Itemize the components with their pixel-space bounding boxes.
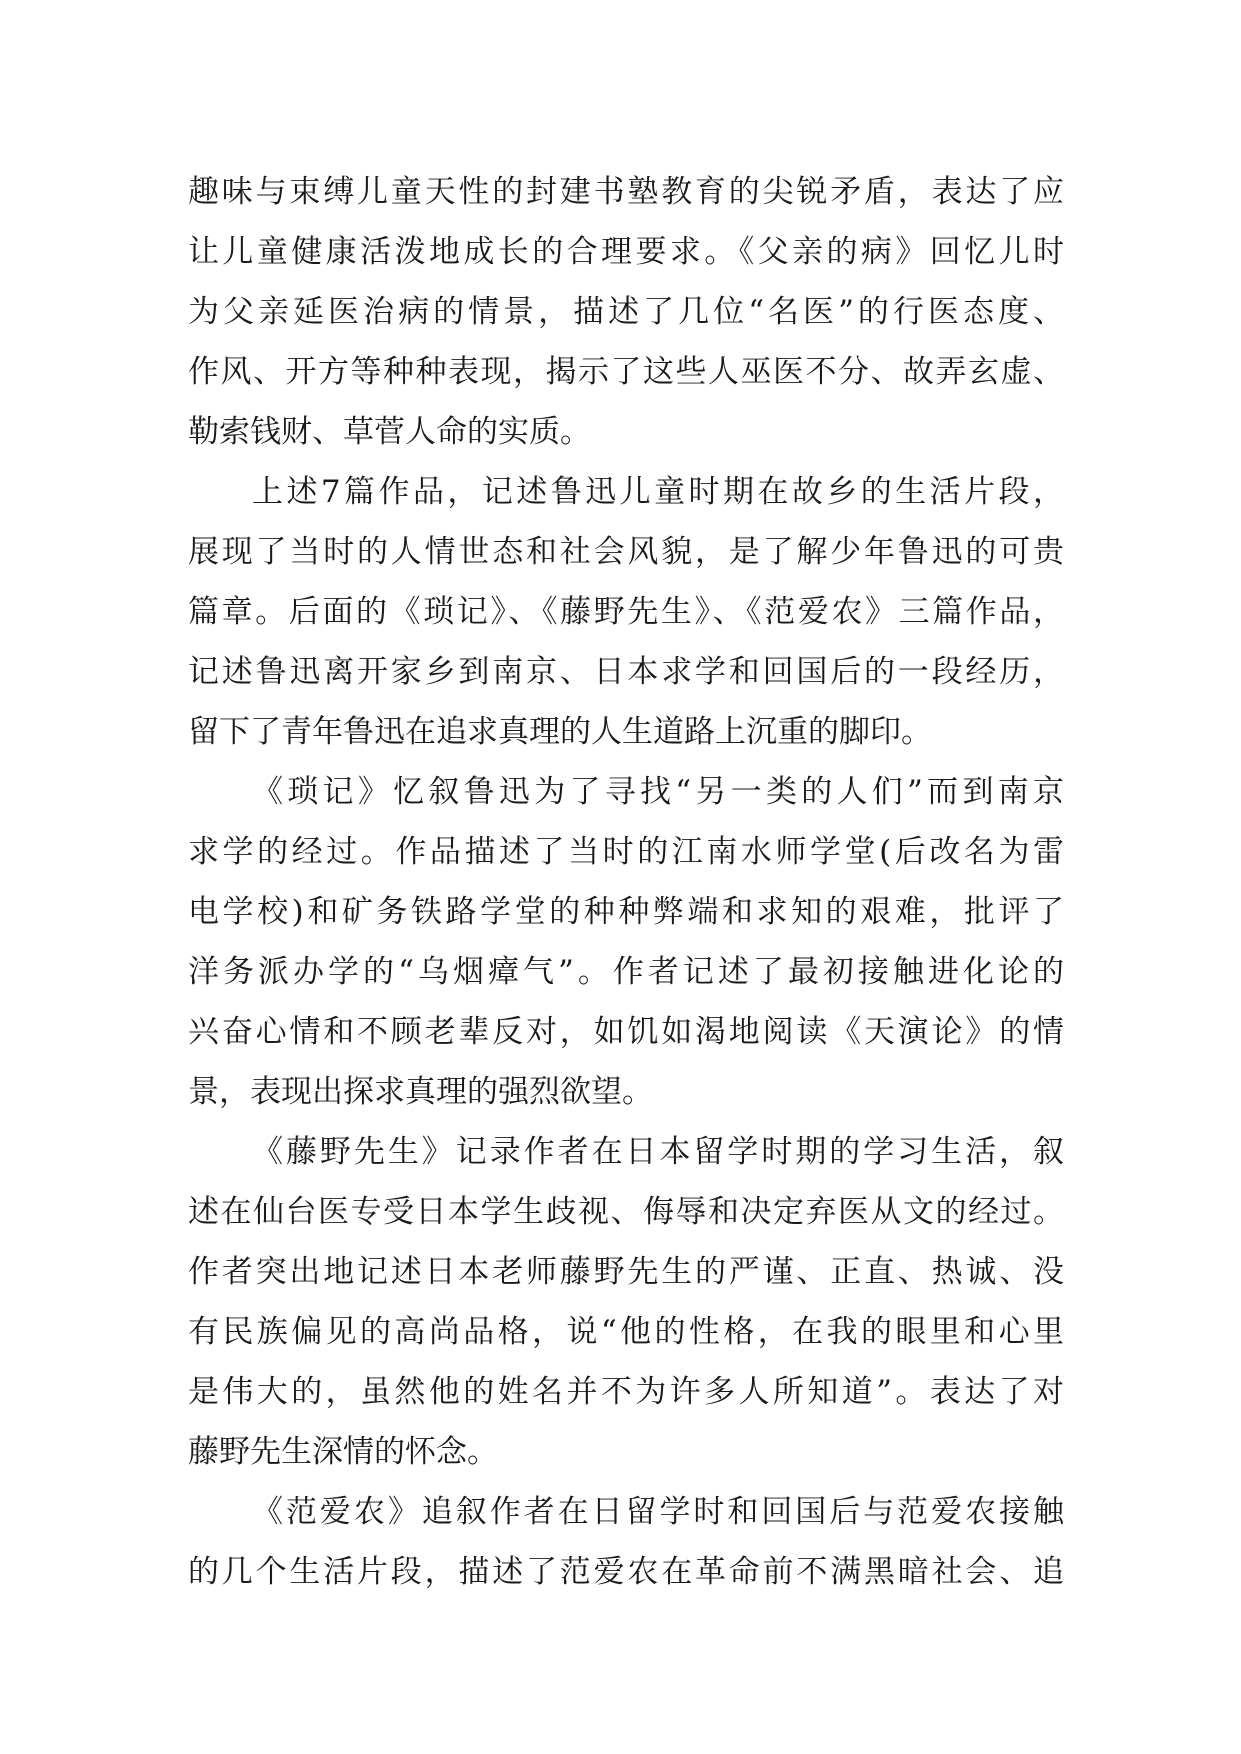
text-line: 留下了青年鲁迅在追求真理的人生道路上沉重的脚印。 [188, 714, 932, 750]
text-line: 《藤野先生》记录作者在日本留学时期的学习生活，叙 [252, 1134, 1064, 1170]
text-line: 《范爱农》追叙作者在日留学时和回国后与范爱农接触 [252, 1494, 1064, 1530]
text-line: 趣味与束缚儿童天性的封建书塾教育的尖锐矛盾，表达了应 [188, 174, 1064, 210]
text-line: 记述鲁迅离开家乡到南京、日本求学和回国后的一段经历， [188, 654, 1064, 690]
text-line: 上述7篇作品，记述鲁迅儿童时期在故乡的生活片段， [252, 474, 1064, 510]
text-line: 展现了当时的人情世态和社会风貌，是了解少年鲁迅的可贵 [188, 534, 1064, 570]
text-line: 的几个生活片段，描述了范爱农在革命前不满黑暗社会、追 [188, 1554, 1064, 1590]
text-line: 为父亲延医治病的情景，描述了几位“名医”的行医态度、 [188, 294, 1064, 330]
text-line: 洋务派办学的“乌烟瘴气”。作者记述了最初接触进化论的 [188, 954, 1064, 990]
text-line: 勒索钱财、草菅人命的实质。 [188, 414, 591, 450]
text-line: 有民族偏见的高尚品格，说“他的性格，在我的眼里和心里 [188, 1314, 1064, 1350]
text-line: 让儿童健康活泼地成长的合理要求。《父亲的病》回忆儿时 [188, 234, 1064, 270]
text-line: 景，表现出探求真理的强烈欲望。 [188, 1074, 653, 1110]
text-line: 作者突出地记述日本老师藤野先生的严谨、正直、热诚、没 [188, 1254, 1064, 1290]
text-line: 述在仙台医专受日本学生歧视、侮辱和决定弃医从文的经过。 [188, 1194, 1064, 1230]
text-line: 藤野先生深情的怀念。 [188, 1434, 498, 1470]
text-line: 兴奋心情和不顾老辈反对，如饥如渴地阅读《天演论》的情 [188, 1014, 1064, 1050]
text-line: 是伟大的，虽然他的姓名并不为许多人所知道”。表达了对 [188, 1374, 1064, 1410]
text-line: 篇章。后面的《琐记》、《藤野先生》、《范爱农》三篇作品， [188, 594, 1064, 630]
text-line: 电学校)和矿务铁路学堂的种种弊端和求知的艰难，批评了 [188, 894, 1064, 930]
text-line: 求学的经过。作品描述了当时的江南水师学堂(后改名为雷 [188, 834, 1064, 870]
body-text [188, 162, 1064, 1602]
text-line: 《琐记》忆叙鲁迅为了寻找“另一类的人们”而到南京 [252, 774, 1064, 810]
text-line: 作风、开方等种种表现，揭示了这些人巫医不分、故弄玄虚、 [188, 354, 1064, 390]
